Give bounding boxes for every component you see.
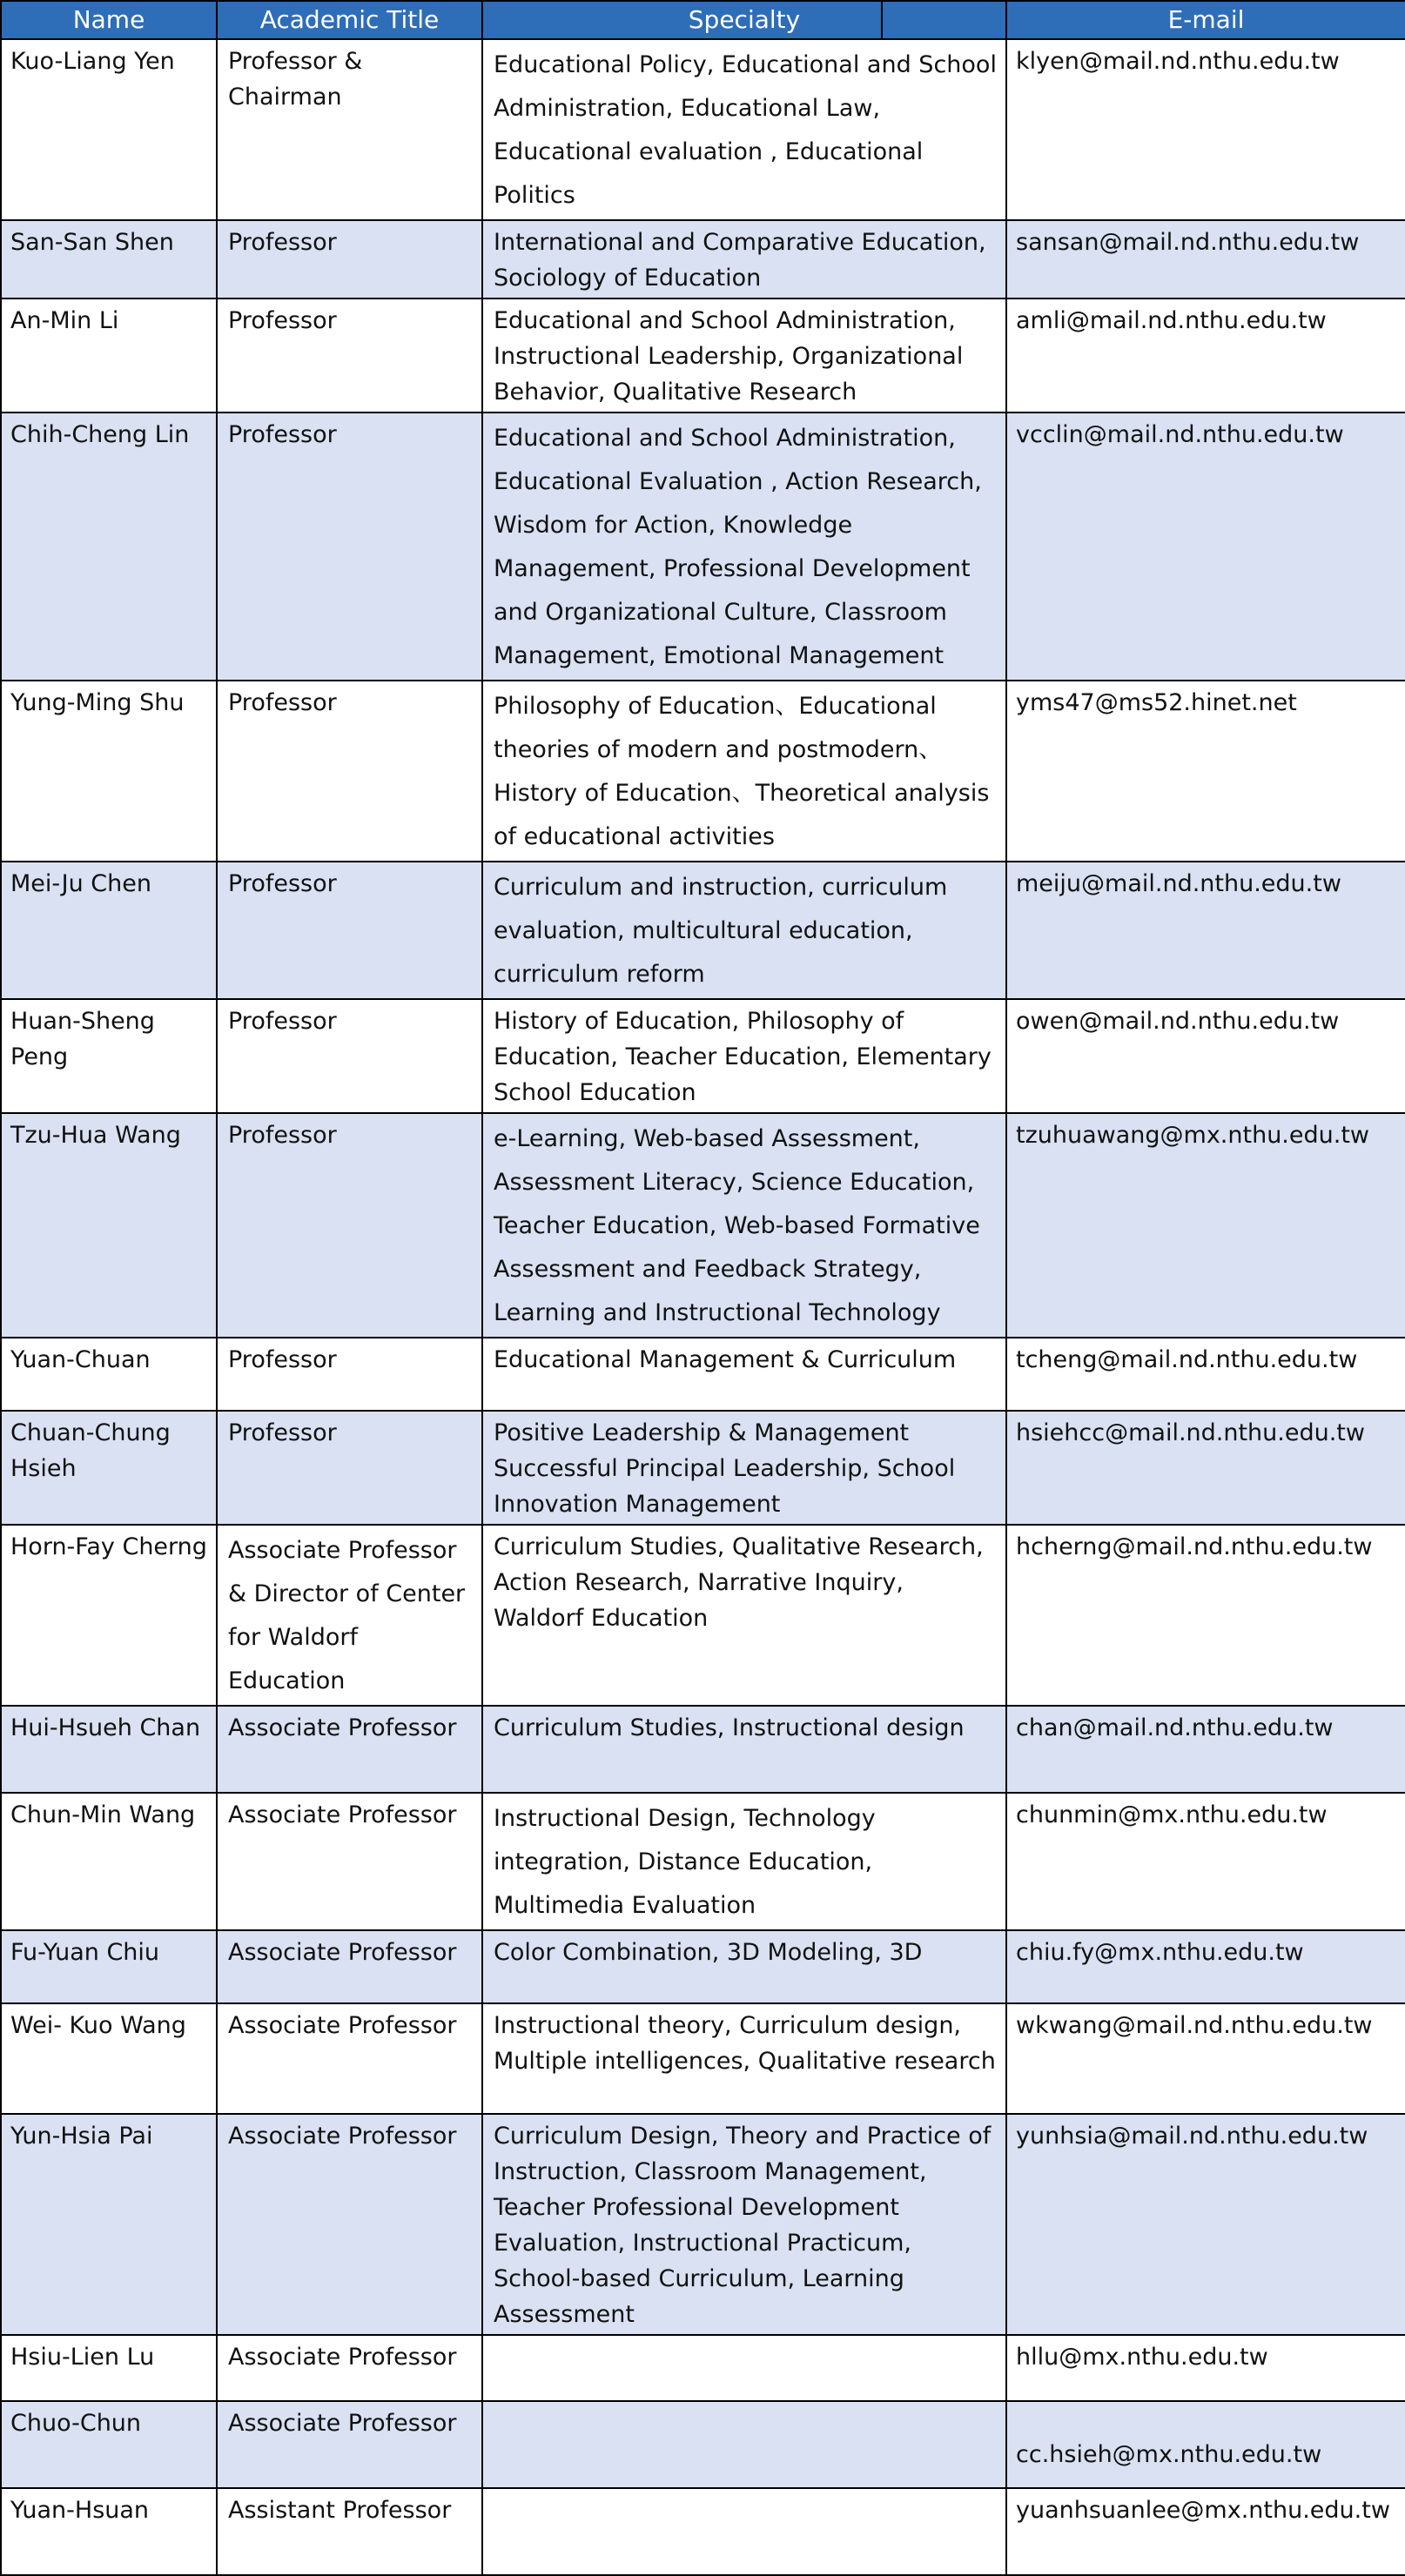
cell-name: Yuan-Hsuan xyxy=(1,2488,217,2575)
cell-specialty: Color Combination, 3D Modeling, 3D xyxy=(482,1930,1006,2003)
cell-name: An-Min Li xyxy=(1,299,217,413)
cell-title: Professor xyxy=(217,413,482,681)
table-row xyxy=(1,1338,1405,1411)
cell-title: Professor xyxy=(217,1113,482,1338)
cell-specialty: Educational Management & Curriculum xyxy=(482,1338,1006,1411)
cell-specialty: Curriculum Design, Theory and Practice of Instruction, Classroom Management, Teacher Professional Development Evaluation, Instructional Practicum, School-based Curriculum, Learning Assessment xyxy=(482,2114,1006,2335)
cell-specialty: Instructional theory, Curriculum design, Multiple intelligences, Qualitative research xyxy=(482,2003,1006,2114)
cell-specialty: Educational and School Administration, Instructional Leadership, Organizational Behavior, Qualitative Research xyxy=(482,299,1006,413)
cell-title: Associate Professor xyxy=(217,2335,482,2401)
cell-email[interactable]: sansan@mail.nd.nthu.edu.tw xyxy=(1006,220,1405,299)
cell-specialty: e-Learning, Web-based Assessment, Assessment Literacy, Science Education, Teacher Education, Web-based Formative Assessment and Feedback Strategy, Learning and Instructional Technology xyxy=(482,1113,1006,1338)
cell-specialty xyxy=(482,2335,1006,2401)
table-row xyxy=(1,2114,1405,2335)
table-row xyxy=(1,862,1405,999)
cell-specialty: Curriculum Studies, Qualitative Research, Action Research, Narrative Inquiry, Waldorf Education xyxy=(482,1525,1006,1706)
cell-specialty: History of Education, Philosophy of Education, Teacher Education, Elementary School Education xyxy=(482,999,1006,1113)
table-row xyxy=(1,220,1405,299)
cell-name: Chun-Min Wang xyxy=(1,1793,217,1930)
column-header-specialty xyxy=(482,1,1006,39)
cell-name: Chih-Cheng Lin xyxy=(1,413,217,681)
cell-email[interactable]: cc.hsieh@mx.nthu.edu.tw xyxy=(1006,2401,1405,2488)
cell-email[interactable]: chiu.fy@mx.nthu.edu.tw xyxy=(1006,1930,1405,2003)
cell-email[interactable]: yuanhsuanlee@mx.nthu.edu.tw xyxy=(1006,2488,1405,2575)
cell-name: Chuo-Chun xyxy=(1,2401,217,2488)
cell-email[interactable]: tzuhuawang@mx.nthu.edu.tw xyxy=(1006,1113,1405,1338)
cell-title: Professor xyxy=(217,1411,482,1525)
cell-name: San-San Shen xyxy=(1,220,217,299)
cell-email[interactable]: chan@mail.nd.nthu.edu.tw xyxy=(1006,1706,1405,1793)
column-header-specialty-label: Specialty xyxy=(688,5,801,34)
cell-name: Huan-Sheng Peng xyxy=(1,999,217,1113)
table-row xyxy=(1,413,1405,681)
table-row xyxy=(1,1411,1405,1525)
cell-title: Professor xyxy=(217,299,482,413)
cell-email[interactable]: chunmin@mx.nthu.edu.tw xyxy=(1006,1793,1405,1930)
cell-name: Hsiu-Lien Lu xyxy=(1,2335,217,2401)
cell-email[interactable]: yunhsia@mail.nd.nthu.edu.tw xyxy=(1006,2114,1405,2335)
cell-title: Associate Professor & Director of Center for Waldorf Education xyxy=(217,1525,482,1706)
cell-specialty: Instructional Design, Technology integration, Distance Education, Multimedia Evaluation xyxy=(482,1793,1006,1930)
cell-specialty: Educational Policy, Educational and School Administration, Educational Law, Educational evaluation , Educational Politics xyxy=(482,39,1006,220)
cell-email[interactable]: hcherng@mail.nd.nthu.edu.tw xyxy=(1006,1525,1405,1706)
table-row xyxy=(1,2003,1405,2114)
column-header-email: E-mail xyxy=(1006,1,1405,39)
cell-email[interactable]: owen@mail.nd.nthu.edu.tw xyxy=(1006,999,1405,1113)
cell-email[interactable]: yms47@ms52.hinet.net xyxy=(1006,681,1405,862)
cell-email[interactable]: tcheng@mail.nd.nthu.edu.tw xyxy=(1006,1338,1405,1411)
column-header-title: Academic Title xyxy=(217,1,482,39)
cell-specialty: Philosophy of Education、Educational theories of modern and postmodern、History of Education、Theoretical analysis of educational activities xyxy=(482,681,1006,862)
cell-title: Professor xyxy=(217,681,482,862)
cell-name: Mei-Ju Chen xyxy=(1,862,217,999)
cell-title: Associate Professor xyxy=(217,2003,482,2114)
table-row xyxy=(1,2488,1405,2575)
cell-specialty: Educational and School Administration, Educational Evaluation , Action Research, Wisdom for Action, Knowledge Management, Professional Development and Organizational Culture, Classroom Management, Emotional Management xyxy=(482,413,1006,681)
cell-email[interactable]: hsiehcc@mail.nd.nthu.edu.tw xyxy=(1006,1411,1405,1525)
cell-specialty: Curriculum and instruction, curriculum evaluation, multicultural education, curriculum reform xyxy=(482,862,1006,999)
cell-title: Associate Professor xyxy=(217,1706,482,1793)
cell-title: Associate Professor xyxy=(217,2114,482,2335)
table-row xyxy=(1,999,1405,1113)
cell-specialty: Curriculum Studies, Instructional design xyxy=(482,1706,1006,1793)
cell-title: Professor & Chairman xyxy=(217,39,482,220)
cell-email[interactable]: hllu@mx.nthu.edu.tw xyxy=(1006,2335,1405,2401)
table-row xyxy=(1,1113,1405,1338)
cell-title: Associate Professor xyxy=(217,1793,482,1930)
cell-title: Associate Professor xyxy=(217,1930,482,2003)
cell-name: Chuan-Chung Hsieh xyxy=(1,1411,217,1525)
cell-email[interactable]: wkwang@mail.nd.nthu.edu.tw xyxy=(1006,2003,1405,2114)
table-row xyxy=(1,299,1405,413)
cell-specialty: Positive Leadership & Management Successful Principal Leadership, School Innovation Management xyxy=(482,1411,1006,1525)
cell-title: Professor xyxy=(217,1338,482,1411)
table-row xyxy=(1,2401,1405,2488)
cell-title: Professor xyxy=(217,220,482,299)
cell-email[interactable]: klyen@mail.nd.nthu.edu.tw xyxy=(1006,39,1405,220)
table-row xyxy=(1,681,1405,862)
cell-title: Professor xyxy=(217,999,482,1113)
table-row xyxy=(1,1793,1405,1930)
cell-name: Kuo-Liang Yen xyxy=(1,39,217,220)
cell-name: Yun-Hsia Pai xyxy=(1,2114,217,2335)
cell-name: Yung-Ming Shu xyxy=(1,681,217,862)
table-row xyxy=(1,2335,1405,2401)
cell-name: Tzu-Hua Wang xyxy=(1,1113,217,1338)
cell-email[interactable]: meiju@mail.nd.nthu.edu.tw xyxy=(1006,862,1405,999)
table-row xyxy=(1,1525,1405,1706)
table-row xyxy=(1,1706,1405,1793)
cell-name: Horn-Fay Cherng xyxy=(1,1525,217,1706)
table-row xyxy=(1,1930,1405,2003)
column-header-name: Name xyxy=(1,1,217,39)
table-row xyxy=(1,39,1405,220)
table-header-row xyxy=(1,1,1405,39)
cell-title: Professor xyxy=(217,862,482,999)
header-divider xyxy=(881,2,883,38)
cell-specialty xyxy=(482,2401,1006,2488)
cell-title: Associate Professor xyxy=(217,2401,482,2488)
cell-email[interactable]: amli@mail.nd.nthu.edu.tw xyxy=(1006,299,1405,413)
cell-name: Fu-Yuan Chiu xyxy=(1,1930,217,2003)
cell-specialty: International and Comparative Education, Sociology of Education xyxy=(482,220,1006,299)
cell-name: Hui-Hsueh Chan xyxy=(1,1706,217,1793)
cell-title: Assistant Professor xyxy=(217,2488,482,2575)
cell-name: Wei- Kuo Wang xyxy=(1,2003,217,2114)
cell-email[interactable]: vcclin@mail.nd.nthu.edu.tw xyxy=(1006,413,1405,681)
cell-specialty xyxy=(482,2488,1006,2575)
cell-name: Yuan-Chuan xyxy=(1,1338,217,1411)
